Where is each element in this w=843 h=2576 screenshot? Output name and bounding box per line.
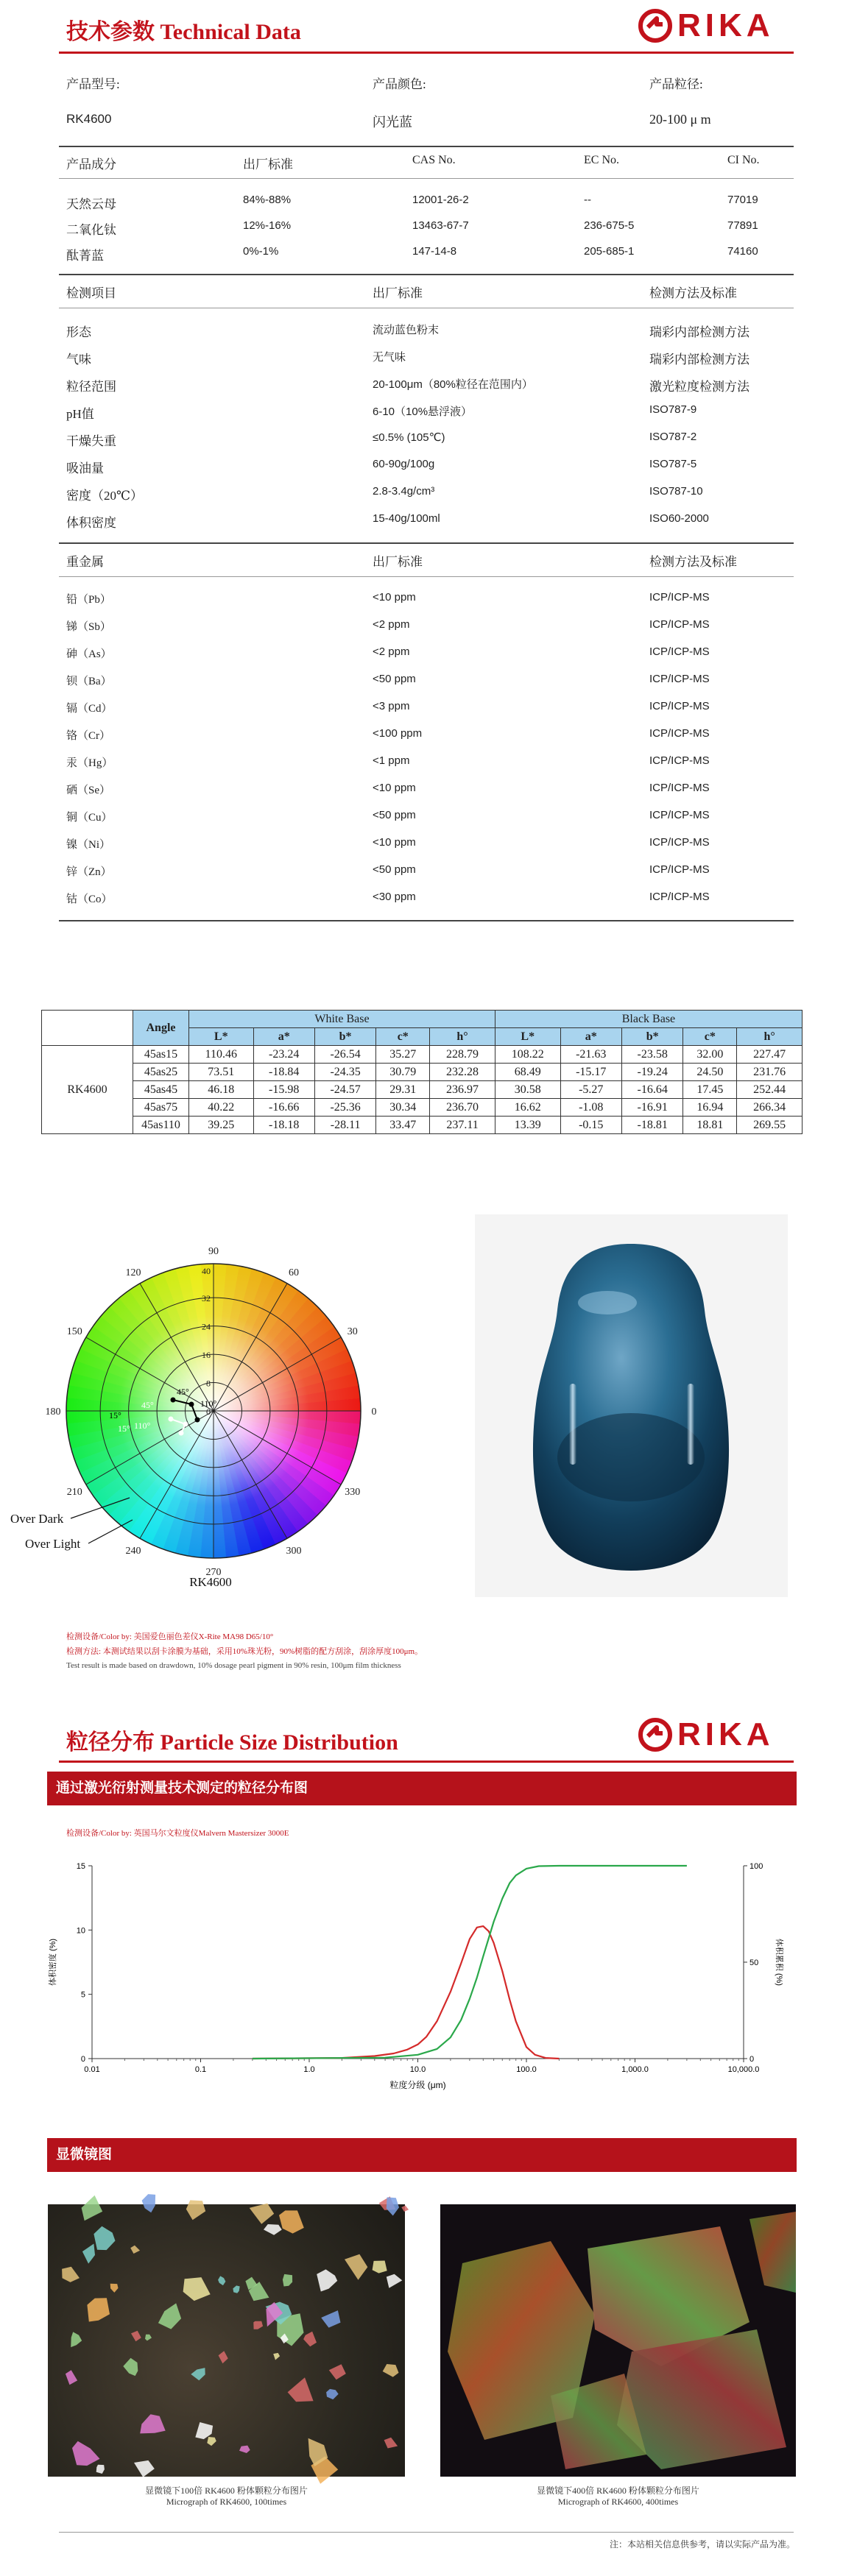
pigment-flake bbox=[273, 2353, 280, 2360]
pigment-flake bbox=[264, 2224, 282, 2235]
color-cell: 45as110 bbox=[133, 1117, 189, 1134]
tests-header: 出厂标准 bbox=[373, 286, 423, 300]
metal-cell: <2 ppm bbox=[373, 618, 410, 631]
color-cell: 30.34 bbox=[376, 1099, 430, 1117]
color-cell: 46.18 bbox=[189, 1081, 254, 1099]
color-cell: 16.62 bbox=[495, 1099, 560, 1117]
density-series-line bbox=[253, 1926, 560, 2059]
composition-cell: 13463-67-7 bbox=[412, 219, 469, 232]
metal-cell: <30 ppm bbox=[373, 891, 416, 903]
color-cell: -25.36 bbox=[314, 1099, 375, 1117]
test-cell: 6-10（10%悬浮液） bbox=[373, 406, 473, 418]
test-cell: 无气味 bbox=[373, 351, 406, 364]
metal-name: 锌（Zn） bbox=[66, 866, 112, 878]
divider bbox=[59, 146, 794, 147]
color-subheader: c* bbox=[376, 1028, 430, 1046]
angle-header: Angle bbox=[133, 1011, 189, 1046]
test-cell: ISO787-2 bbox=[649, 431, 697, 443]
color-cell: -21.63 bbox=[560, 1046, 621, 1064]
micrograph-100x-caption-cn: 显微镜下100倍 RK4600 粉体颗粒分布图片 bbox=[145, 2485, 308, 2496]
brand-name: RIKA bbox=[677, 7, 775, 43]
pigment-flake bbox=[329, 2364, 346, 2379]
color-cell: 17.45 bbox=[683, 1081, 737, 1099]
wheel-angle-label: 60 bbox=[289, 1267, 299, 1279]
metal-cell: <50 ppm bbox=[373, 863, 416, 876]
metals-header: 出厂标准 bbox=[373, 555, 423, 569]
wheel-angle-label: 90 bbox=[208, 1246, 219, 1257]
wheel-radial-label: 24 bbox=[202, 1321, 211, 1332]
pigment-flake bbox=[283, 2274, 292, 2287]
micrograph-100x-caption-en: Micrograph of RK4600, 100times bbox=[166, 2497, 287, 2507]
color-subheader: L* bbox=[189, 1028, 254, 1046]
pigment-flake bbox=[317, 2269, 337, 2291]
pigment-flake bbox=[303, 2332, 317, 2347]
pigment-flake bbox=[123, 2358, 138, 2376]
metal-cell: ICP/ICP-MS bbox=[649, 673, 710, 685]
test-cell: ≤0.5% (105℃) bbox=[373, 431, 445, 444]
pigment-flake bbox=[401, 2206, 409, 2212]
test-item: 粒径范围 bbox=[66, 380, 116, 394]
color-row bbox=[42, 1081, 803, 1099]
color-cell: -19.24 bbox=[621, 1064, 682, 1081]
composition-cell: 0%-1% bbox=[243, 245, 279, 258]
color-cell: 252.44 bbox=[737, 1081, 803, 1099]
color-cell: 33.47 bbox=[376, 1117, 430, 1134]
metal-name: 砷（As） bbox=[66, 648, 112, 660]
color-cell: -16.66 bbox=[253, 1099, 314, 1117]
composition-cell: 12%-16% bbox=[243, 219, 292, 232]
color-cell: -1.08 bbox=[560, 1099, 621, 1117]
method-note-cn: 检测方法: 本测试结果以刮卡涂膜为基础，采用10%珠光粉，90%树脂的配方刮涂，刮涂厚度100μm。 bbox=[66, 1647, 423, 1656]
composition-cell: 12001-26-2 bbox=[412, 194, 469, 206]
psd-y-tick-label: 5 bbox=[80, 1990, 85, 2000]
composition-header: 产品成分 bbox=[66, 158, 116, 171]
color-cell: 228.79 bbox=[430, 1046, 495, 1064]
metal-name: 铬（Cr） bbox=[66, 730, 111, 742]
pigment-flake bbox=[183, 2277, 211, 2301]
color-cell: 13.39 bbox=[495, 1117, 560, 1134]
color-cell: -18.18 bbox=[253, 1117, 314, 1134]
test-cell: 60-90g/100g bbox=[373, 458, 435, 470]
pigment-flake bbox=[62, 2267, 80, 2282]
method-note-en: Test result is made based on drawdown, 10% dosage pearl pigment in 90% resin, 100μm film thickness bbox=[66, 1661, 401, 1670]
metal-cell: <1 ppm bbox=[373, 754, 410, 767]
model-label: 产品型号: bbox=[66, 77, 120, 91]
color-cell: -24.57 bbox=[314, 1081, 375, 1099]
pigment-flake bbox=[383, 2364, 399, 2377]
color-cell: -18.81 bbox=[621, 1117, 682, 1134]
test-cell: 瑞彩内部检测方法 bbox=[649, 325, 749, 339]
color-cell: 40.22 bbox=[189, 1099, 254, 1117]
pigment-flake bbox=[218, 2276, 225, 2285]
pigment-flake bbox=[110, 2284, 119, 2293]
composition-cell: 77019 bbox=[727, 194, 758, 206]
pigment-flake bbox=[345, 2254, 367, 2280]
psd-x-axis-label: 粒度分级 (μm) bbox=[389, 2080, 446, 2090]
color-cell: 266.34 bbox=[737, 1099, 803, 1117]
composition-cell: 147-14-8 bbox=[412, 245, 457, 258]
test-cell: 瑞彩内部检测方法 bbox=[649, 353, 749, 367]
header-rule bbox=[59, 52, 794, 54]
tests-header: 检测项目 bbox=[66, 286, 116, 300]
brand-logo bbox=[638, 1716, 775, 1753]
pigment-flake bbox=[233, 2285, 239, 2293]
over-light-point bbox=[183, 1422, 188, 1427]
test-cell: ISO787-9 bbox=[649, 403, 697, 416]
color-cell: 16.94 bbox=[683, 1099, 737, 1117]
divider bbox=[59, 178, 794, 179]
over-dark-point bbox=[195, 1418, 200, 1423]
over-light-label: Over Light bbox=[25, 1537, 81, 1551]
wheel-point-label: 110° bbox=[134, 1420, 151, 1431]
metal-cell: ICP/ICP-MS bbox=[649, 836, 710, 849]
car-sample-image bbox=[475, 1214, 788, 1597]
pigment-flake bbox=[130, 2246, 140, 2254]
color-row bbox=[42, 1064, 803, 1081]
color-cell: -28.11 bbox=[314, 1117, 375, 1134]
color-cell: -24.35 bbox=[314, 1064, 375, 1081]
pigment-flake bbox=[66, 2370, 77, 2385]
color-cell: -26.54 bbox=[314, 1046, 375, 1064]
wheel-point-label: 110° bbox=[200, 1398, 217, 1409]
pigment-flake bbox=[326, 2389, 339, 2399]
psd-y-axis-label: 体积密度 (%) bbox=[49, 1938, 57, 1986]
composition-cell: -- bbox=[584, 194, 591, 206]
color-cell: 32.00 bbox=[683, 1046, 737, 1064]
footnote: 注：本站相关信息供参考，请以实际产品为准。 bbox=[609, 2539, 795, 2550]
color-cell: 231.76 bbox=[737, 1064, 803, 1081]
psd-y-tick-label: 0 bbox=[80, 2055, 85, 2064]
wheel-point-label: 45° bbox=[177, 1387, 189, 1397]
wheel-angle-label: 300 bbox=[286, 1545, 302, 1557]
metal-name: 铜（Cu） bbox=[66, 812, 113, 824]
particle-size-chart bbox=[44, 1851, 788, 2109]
car-shape-icon bbox=[475, 1214, 788, 1597]
composition-header: 出厂标准 bbox=[243, 158, 293, 171]
wheel-angle-label: 210 bbox=[66, 1487, 82, 1498]
color-subheader: c* bbox=[683, 1028, 737, 1046]
divider bbox=[59, 542, 794, 544]
psd-x-tick-label: 10,000.0 bbox=[727, 2065, 760, 2074]
color-cell: 45as25 bbox=[133, 1064, 189, 1081]
pigment-flake bbox=[321, 2310, 340, 2328]
composition-cell: 74160 bbox=[727, 245, 758, 258]
header-rule bbox=[59, 1761, 794, 1763]
pigment-flake bbox=[195, 2422, 213, 2439]
pigment-flake bbox=[191, 2368, 205, 2380]
pigment-flake bbox=[72, 2441, 100, 2466]
pigment-flake bbox=[250, 2204, 275, 2224]
cumulative-series-line bbox=[253, 1866, 687, 2059]
color-cell: 237.11 bbox=[430, 1117, 495, 1134]
pigment-flake bbox=[142, 2194, 156, 2212]
color-cell: -16.64 bbox=[621, 1081, 682, 1099]
metals-header: 重金属 bbox=[66, 555, 104, 569]
color-row bbox=[42, 1117, 803, 1134]
pigment-flake bbox=[131, 2331, 141, 2341]
metal-cell: ICP/ICP-MS bbox=[649, 727, 710, 740]
composition-cell: 205-685-1 bbox=[584, 245, 635, 258]
test-item: 吸油量 bbox=[66, 461, 104, 475]
color-cell: 108.22 bbox=[495, 1046, 560, 1064]
pigment-flake bbox=[140, 2414, 166, 2433]
metals-header: 检测方法及标准 bbox=[649, 555, 737, 569]
color-row bbox=[42, 1099, 803, 1117]
metal-name: 钴（Co） bbox=[66, 894, 113, 905]
composition-cell: 236-675-5 bbox=[584, 219, 635, 232]
color-cell: -15.98 bbox=[253, 1081, 314, 1099]
color-subheader: L* bbox=[495, 1028, 560, 1046]
psd-x-tick-label: 0.1 bbox=[194, 2065, 207, 2074]
composition-header: EC No. bbox=[584, 154, 619, 166]
test-cell: ISO60-2000 bbox=[649, 512, 709, 525]
metal-cell: ICP/ICP-MS bbox=[649, 645, 710, 658]
psd-y2-tick-label: 0 bbox=[749, 2055, 755, 2064]
composition-name: 天然云母 bbox=[66, 197, 116, 211]
color-row bbox=[42, 1046, 803, 1064]
psd-y2-tick-label: 50 bbox=[749, 1958, 759, 1967]
particle-size-title: 粒径分布 Particle Size Distribution bbox=[66, 1730, 398, 1755]
color-measurement-table bbox=[41, 1010, 803, 1134]
tests-header: 检测方法及标准 bbox=[649, 286, 737, 300]
pigment-flake bbox=[186, 2200, 205, 2220]
metal-name: 汞（Hg） bbox=[66, 757, 113, 769]
divider bbox=[59, 920, 794, 921]
psd-x-tick-label: 0.01 bbox=[84, 2065, 100, 2074]
color-cell: 30.79 bbox=[376, 1064, 430, 1081]
brand-logo bbox=[638, 7, 775, 44]
test-item: 密度（20℃） bbox=[66, 489, 144, 503]
test-cell: 流动蓝色粉末 bbox=[373, 324, 440, 336]
pigment-flake bbox=[288, 2377, 314, 2402]
wheel-angle-label: 0 bbox=[371, 1406, 377, 1418]
pigment-flake bbox=[387, 2197, 399, 2215]
metal-cell: <10 ppm bbox=[373, 591, 416, 604]
color-subheader: b* bbox=[314, 1028, 375, 1046]
psd-y2-tick-label: 100 bbox=[749, 1862, 763, 1871]
over-dark-label: Over Dark bbox=[10, 1512, 64, 1526]
over-dark-point bbox=[189, 1402, 194, 1407]
color-cell: 45as75 bbox=[133, 1099, 189, 1117]
metal-cell: ICP/ICP-MS bbox=[649, 618, 710, 631]
wheel-angle-label: 270 bbox=[205, 1567, 222, 1578]
color-cell: 236.70 bbox=[430, 1099, 495, 1117]
color-cell: 236.97 bbox=[430, 1081, 495, 1099]
color-wheel-chart bbox=[10, 1218, 412, 1601]
color-cell: 30.58 bbox=[495, 1081, 560, 1099]
over-light-point bbox=[179, 1431, 184, 1436]
divider bbox=[59, 274, 794, 275]
metal-cell: ICP/ICP-MS bbox=[649, 891, 710, 903]
pigment-flake bbox=[82, 2195, 103, 2221]
test-cell: ISO787-10 bbox=[649, 485, 703, 498]
test-cell: 激光粒度检测方法 bbox=[649, 380, 749, 394]
micrograph-400x-caption-en: Micrograph of RK4600, 400times bbox=[557, 2497, 679, 2507]
metal-name: 镉（Cd） bbox=[66, 703, 113, 715]
color-cell: 68.49 bbox=[495, 1064, 560, 1081]
metal-name: 钡（Ba） bbox=[66, 676, 112, 687]
micrograph-100x bbox=[48, 2204, 405, 2477]
composition-cell: 84%-88% bbox=[243, 194, 292, 206]
metal-name: 镍（Ni） bbox=[66, 839, 111, 851]
color-cell: 18.81 bbox=[683, 1117, 737, 1134]
color-cell: 29.31 bbox=[376, 1081, 430, 1099]
composition-header: CAS No. bbox=[412, 154, 456, 166]
color-cell: 45as15 bbox=[133, 1046, 189, 1064]
wheel-product-label: RK4600 bbox=[189, 1575, 232, 1589]
pigment-flake bbox=[96, 2465, 105, 2474]
over-light-point bbox=[169, 1417, 174, 1422]
color-cell: -23.58 bbox=[621, 1046, 682, 1064]
color-label: 产品颜色: bbox=[373, 77, 426, 91]
rika-logo-icon bbox=[638, 1717, 673, 1752]
pigment-flake bbox=[87, 2298, 110, 2321]
rika-logo-icon bbox=[638, 8, 673, 43]
divider bbox=[59, 576, 794, 577]
color-cell: 39.25 bbox=[189, 1117, 254, 1134]
black-base-header: Black Base bbox=[495, 1011, 802, 1028]
test-cell: 15-40g/100ml bbox=[373, 512, 440, 525]
wheel-point-label: 45° bbox=[141, 1400, 154, 1410]
over-dark-point bbox=[171, 1398, 176, 1403]
color-cell: 227.47 bbox=[737, 1046, 803, 1064]
psd-y-tick-label: 15 bbox=[76, 1862, 85, 1871]
pigment-flake bbox=[145, 2335, 152, 2341]
test-item: 干燥失重 bbox=[66, 434, 116, 448]
metal-cell: <10 ppm bbox=[373, 836, 416, 849]
model-value: RK4600 bbox=[66, 112, 112, 126]
psd-x-tick-label: 1.0 bbox=[303, 2065, 315, 2074]
color-cell: -18.84 bbox=[253, 1064, 314, 1081]
wheel-angle-label: 30 bbox=[347, 1326, 358, 1337]
technical-data-title: 技术参数 Technical Data bbox=[66, 20, 301, 44]
metal-cell: <50 ppm bbox=[373, 809, 416, 821]
pigment-flake bbox=[94, 2226, 115, 2250]
pigment-flake bbox=[219, 2351, 228, 2363]
wheel-radial-label: 0 bbox=[206, 1406, 211, 1417]
white-base-header: White Base bbox=[189, 1011, 495, 1028]
metal-cell: <50 ppm bbox=[373, 673, 416, 685]
psd-x-tick-label: 1,000.0 bbox=[621, 2065, 649, 2074]
test-cell: ISO787-5 bbox=[649, 458, 697, 470]
footer-rule bbox=[59, 2532, 794, 2533]
pigment-flake bbox=[207, 2437, 216, 2446]
psd-x-tick-label: 100.0 bbox=[516, 2065, 537, 2074]
pigment-flake bbox=[82, 2244, 95, 2264]
test-item: 体积密度 bbox=[66, 516, 116, 530]
metal-cell: ICP/ICP-MS bbox=[649, 782, 710, 794]
pigment-flake bbox=[373, 2261, 387, 2274]
color-subheader: a* bbox=[560, 1028, 621, 1046]
metal-cell: ICP/ICP-MS bbox=[649, 700, 710, 712]
psd-banner: 通过激光衍射测量技术测定的粒径分布图 bbox=[47, 1772, 797, 1805]
pigment-flake bbox=[134, 2460, 155, 2477]
pigment-flake bbox=[387, 2274, 403, 2288]
wheel-point-label: 15° bbox=[118, 1423, 130, 1434]
test-item: 气味 bbox=[66, 353, 91, 367]
wheel-radial-label: 8 bbox=[206, 1378, 211, 1389]
wheel-point-label: 15° bbox=[109, 1410, 121, 1420]
test-item: 形态 bbox=[66, 325, 91, 339]
color-cell: -0.15 bbox=[560, 1117, 621, 1134]
metal-cell: ICP/ICP-MS bbox=[649, 591, 710, 604]
psd-instrument-note: 检测设备/Color by: 英国马尔文粒度仪Malvern Mastersizer 3000E bbox=[66, 1829, 289, 1838]
metal-cell: <3 ppm bbox=[373, 700, 410, 712]
pigment-flake bbox=[239, 2446, 250, 2453]
color-cell: 45as45 bbox=[133, 1081, 189, 1099]
color-cell: 110.46 bbox=[189, 1046, 254, 1064]
color-cell: 269.55 bbox=[737, 1117, 803, 1134]
composition-header: CI No. bbox=[727, 154, 760, 166]
metal-cell: ICP/ICP-MS bbox=[649, 754, 710, 767]
metal-cell: ICP/ICP-MS bbox=[649, 809, 710, 821]
microscope-banner: 显微镜图 bbox=[47, 2138, 797, 2172]
color-subheader: a* bbox=[253, 1028, 314, 1046]
color-subheader: h° bbox=[430, 1028, 495, 1046]
color-cell: -23.24 bbox=[253, 1046, 314, 1064]
color-subheader: h° bbox=[737, 1028, 803, 1046]
pigment-flake bbox=[253, 2321, 263, 2329]
color-product-cell: RK4600 bbox=[42, 1046, 133, 1134]
color-cell: 24.50 bbox=[683, 1064, 737, 1081]
wheel-radial-label: 16 bbox=[202, 1350, 211, 1361]
color-value: 闪光蓝 bbox=[373, 115, 412, 130]
metal-cell: ICP/ICP-MS bbox=[649, 863, 710, 876]
composition-name: 二氧化钛 bbox=[66, 223, 116, 237]
metal-name: 硒（Se） bbox=[66, 785, 111, 796]
pigment-flake bbox=[279, 2210, 304, 2233]
psd-x-tick-label: 10.0 bbox=[409, 2065, 426, 2074]
pigment-flake bbox=[158, 2303, 181, 2329]
color-cell: 35.27 bbox=[376, 1046, 430, 1064]
micrograph-400x-caption-cn: 显微镜下400倍 RK4600 粉体颗粒分布图片 bbox=[537, 2485, 699, 2496]
metal-cell: <100 ppm bbox=[373, 727, 423, 740]
wheel-angle-label: 120 bbox=[125, 1267, 141, 1279]
wheel-angle-label: 240 bbox=[125, 1545, 141, 1557]
metal-cell: <10 ppm bbox=[373, 782, 416, 794]
color-subheader: b* bbox=[621, 1028, 682, 1046]
wheel-angle-label: 180 bbox=[45, 1406, 61, 1418]
psd-y2-axis-label: 体积累积 (%) bbox=[775, 1938, 783, 1986]
size-value: 20-100 μ m bbox=[649, 112, 711, 127]
color-cell: -16.91 bbox=[621, 1099, 682, 1117]
pigment-flake bbox=[71, 2332, 82, 2347]
wheel-angle-label: 330 bbox=[345, 1487, 361, 1498]
test-cell: 2.8-3.4g/cm³ bbox=[373, 485, 435, 498]
size-label: 产品粒径: bbox=[649, 77, 703, 91]
test-item: pH值 bbox=[66, 407, 94, 421]
color-cell: -5.27 bbox=[560, 1081, 621, 1099]
test-cell: 20-100μm（80%粒径在范围内） bbox=[373, 378, 533, 391]
psd-y-tick-label: 10 bbox=[76, 1926, 85, 1936]
brand-name: RIKA bbox=[677, 1716, 775, 1752]
color-cell: 73.51 bbox=[189, 1064, 254, 1081]
color-cell: 232.28 bbox=[430, 1064, 495, 1081]
metal-cell: <2 ppm bbox=[373, 645, 410, 658]
instrument-note: 检测设备/Color by: 美国爱色丽色差仪X-Rite MA98 D65/10° bbox=[66, 1632, 274, 1641]
color-cell: -15.17 bbox=[560, 1064, 621, 1081]
wheel-radial-label: 40 bbox=[202, 1266, 211, 1276]
metal-name: 锑（Sb） bbox=[66, 621, 111, 633]
composition-name: 酞菁蓝 bbox=[66, 249, 104, 263]
pigment-flake bbox=[384, 2438, 398, 2449]
composition-cell: 77891 bbox=[727, 219, 758, 232]
wheel-angle-label: 150 bbox=[66, 1326, 82, 1337]
micrograph-400x bbox=[440, 2204, 796, 2477]
wheel-radial-label: 32 bbox=[202, 1293, 211, 1304]
metal-name: 铅（Pb） bbox=[66, 594, 111, 606]
